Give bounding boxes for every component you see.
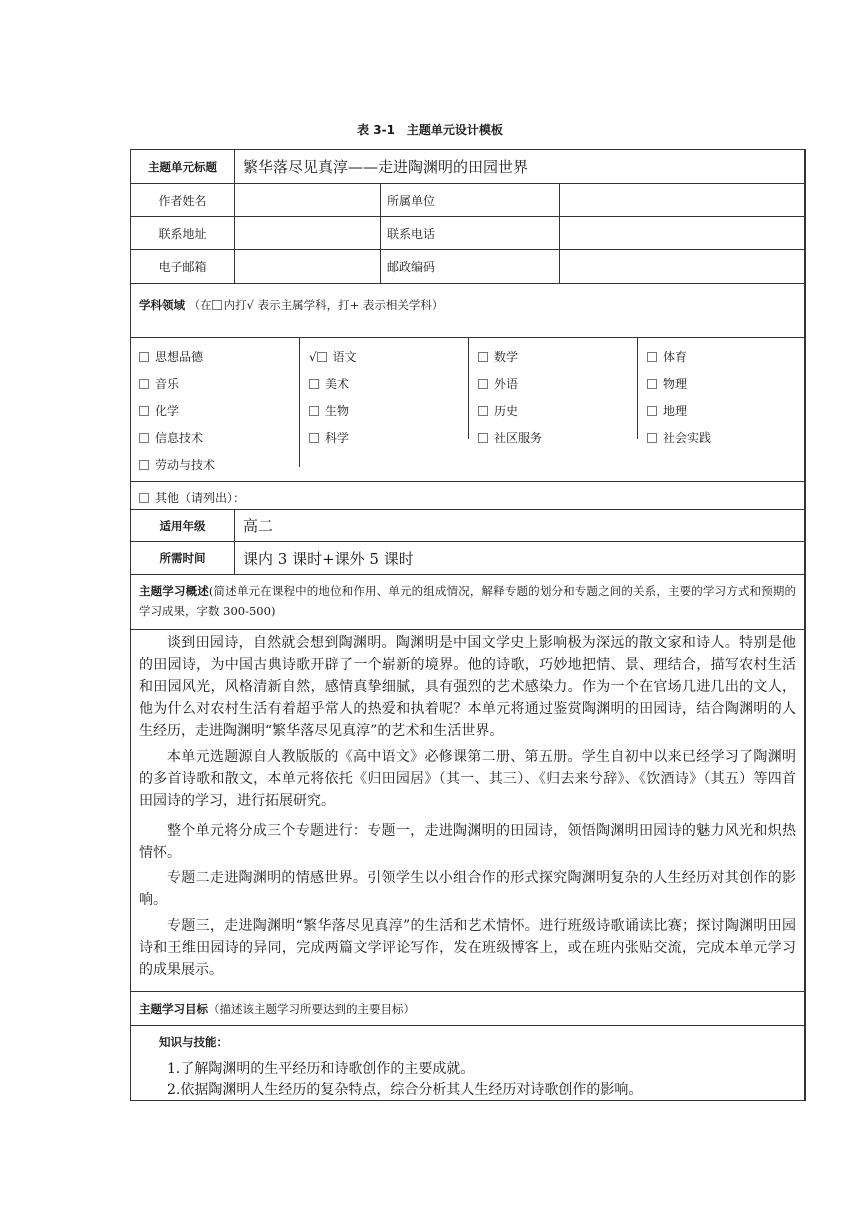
subject-option[interactable]: 体育 — [647, 348, 687, 365]
subject-option[interactable]: 思想品德 — [139, 348, 203, 365]
goal-item: 2.依据陶渊明人生经历的复杂特点，综合分析其人生经历对诗歌创作的影响。 — [167, 1082, 643, 1098]
info-row-address — [131, 217, 804, 250]
subject-area-label: 学科领域 — [139, 298, 185, 312]
time-row — [131, 542, 804, 575]
theme-row — [131, 150, 804, 184]
subject-option[interactable]: 科学 — [309, 429, 349, 446]
checkbox-icon[interactable] — [139, 406, 149, 416]
address-field[interactable] — [235, 217, 381, 249]
subject-option-chinese[interactable]: √ 语文 — [309, 350, 357, 364]
goals-body — [131, 1026, 804, 1101]
column-divider — [637, 338, 638, 439]
goal-item: 1.了解陶渊明的生平经历和诗歌创作的主要成就。 — [167, 1061, 475, 1077]
subject-option[interactable]: 物理 — [647, 375, 687, 392]
checkbox-icon[interactable] — [647, 433, 657, 443]
checkbox-icon[interactable] — [309, 433, 319, 443]
grade-row — [131, 510, 804, 542]
checkbox-icon — [212, 300, 222, 310]
column-divider — [468, 338, 469, 439]
info-row-author — [131, 184, 804, 217]
overview-body — [131, 630, 804, 992]
checkbox-icon[interactable] — [309, 379, 319, 389]
overview-paragraph: 专题三，走进陶渊明“繁华落尽见真淳”的生活和艺术情怀。进行班级诗歌诵读比赛；探讨陶渊明田园诗和王维田园诗的异同，完成两篇文学评论写作，发在班级博客上，或在班内张贴交流，完成本单元学习的成果展示。 — [139, 918, 796, 978]
checkbox-icon[interactable] — [139, 352, 149, 362]
checkbox-icon[interactable] — [478, 352, 488, 362]
column-divider — [299, 338, 300, 467]
checkbox-icon[interactable] — [647, 406, 657, 416]
checkbox-icon[interactable] — [139, 460, 149, 470]
checkbox-icon[interactable] — [478, 406, 488, 416]
info-row-email — [131, 250, 804, 284]
checkbox-icon[interactable] — [139, 493, 149, 503]
info-label: 电子邮箱 — [131, 250, 235, 283]
subject-option[interactable]: 地理 — [647, 402, 687, 419]
table-caption: 表 3-1 主题单元设计模板 — [357, 123, 503, 137]
subject-option[interactable]: 劳动与技术 — [139, 456, 215, 473]
checkbox-icon[interactable] — [478, 379, 488, 389]
subject-option[interactable]: 美术 — [309, 375, 349, 392]
goals-label: 主题学习目标 — [139, 1002, 208, 1016]
checkbox-icon[interactable] — [139, 379, 149, 389]
checkbox-icon[interactable] — [139, 433, 149, 443]
theme-value: 繁华落尽见真淳——走进陶渊明的田园世界 — [243, 158, 529, 176]
subject-option[interactable]: 历史 — [478, 402, 518, 419]
info-label: 所属单位 — [381, 184, 560, 216]
info-label: 联系电话 — [381, 217, 560, 249]
grade-label: 适用年级 — [131, 510, 235, 541]
checkbox-icon[interactable] — [478, 433, 488, 443]
subject-option[interactable]: 数学 — [478, 348, 518, 365]
subject-option[interactable]: 化学 — [139, 402, 179, 419]
subject-option[interactable]: 信息技术 — [139, 429, 203, 446]
subject-grid — [131, 338, 804, 482]
subject-option[interactable]: 生物 — [309, 402, 349, 419]
check-mark-icon: √ — [309, 350, 317, 364]
goals-subhead: 知识与技能： — [159, 1035, 228, 1049]
subject-option[interactable]: 音乐 — [139, 375, 179, 392]
time-value: 课内 3 课时+课外 5 课时 — [243, 549, 414, 568]
subject-area-header — [131, 284, 804, 338]
theme-label: 主题单元标题 — [131, 150, 235, 183]
goals-hint: 主题学习目标（描述该主题学习所要达到的主要目标） — [139, 1002, 415, 1016]
subject-option-other[interactable]: 其他（请列出）： — [139, 489, 245, 506]
author-name-field[interactable] — [235, 184, 381, 216]
subject-option[interactable]: 社会实践 — [647, 429, 711, 446]
overview-paragraph: 本单元选题源自人教版版的《高中语文》必修课第二册、第五册。学生自初中以来已经学习了陶渊明的多首诗歌和散文，本单元将依托《归田园居》（其一、其三）、《归去来兮辞》、《饮酒诗》（其五）等四首田园诗的学习，进行拓展研究。 — [139, 749, 796, 809]
overview-paragraph: 谈到田园诗，自然就会想到陶渊明。陶渊明是中国文学史上影响极为深远的散文家和诗人。特别是他的田园诗，为中国古典诗歌开辟了一个崭新的境界。他的诗歌，巧妙地把情、景、理结合，描写农村生活和田园风光，风格清新自然，感情真挚细腻，具有强烈的艺术感染力。作为一个在官场几进几出的文人，他为什么对农村生活有着超乎常人的热爱和执着呢？本单元将通过鉴赏陶渊明的田园诗，结合陶渊明的人生经历，走进陶渊明“繁华落尽见真淳”的艺术和生活世界。 — [139, 635, 796, 739]
other-subject-row — [131, 482, 804, 510]
checkbox-icon[interactable] — [647, 379, 657, 389]
subject-area-hint: 学科领域 （在 内打√ 表示主属学科，打+ 表示相关学科） — [139, 298, 444, 312]
checkbox-icon[interactable] — [647, 352, 657, 362]
checkbox-icon[interactable] — [309, 406, 319, 416]
info-label: 作者姓名 — [131, 184, 235, 216]
checkbox-icon[interactable] — [317, 352, 327, 362]
unit-field[interactable] — [560, 184, 805, 216]
overview-label: 主题学习概述 — [139, 584, 209, 598]
overview-hint: 主题学习概述(简述单元在课程中的地位和作用、单元的组成情况，解释专题的划分和专题之间的关系，主要的学习方式和预期的学习成果，字数 300-500) — [139, 584, 797, 618]
email-field[interactable] — [235, 250, 381, 283]
postcode-field[interactable] — [560, 250, 805, 283]
goals-header — [131, 992, 804, 1026]
subject-option[interactable]: 外语 — [478, 375, 518, 392]
overview-header — [131, 575, 804, 630]
grade-value: 高二 — [243, 517, 274, 535]
overview-paragraph: 整个单元将分成三个专题进行：专题一，走进陶渊明的田园诗，领悟陶渊明田园诗的魅力风光和炽热情怀。 — [139, 823, 796, 861]
info-label: 邮政编码 — [381, 250, 560, 283]
phone-field[interactable] — [560, 217, 805, 249]
unit-design-table — [130, 149, 806, 1101]
overview-paragraph: 专题二走进陶渊明的情感世界。引领学生以小组合作的形式探究陶渊明复杂的人生经历对其创作的影响。 — [139, 870, 796, 908]
time-label: 所需时间 — [131, 542, 235, 574]
subject-option[interactable]: 社区服务 — [478, 429, 542, 446]
info-label: 联系地址 — [131, 217, 235, 249]
